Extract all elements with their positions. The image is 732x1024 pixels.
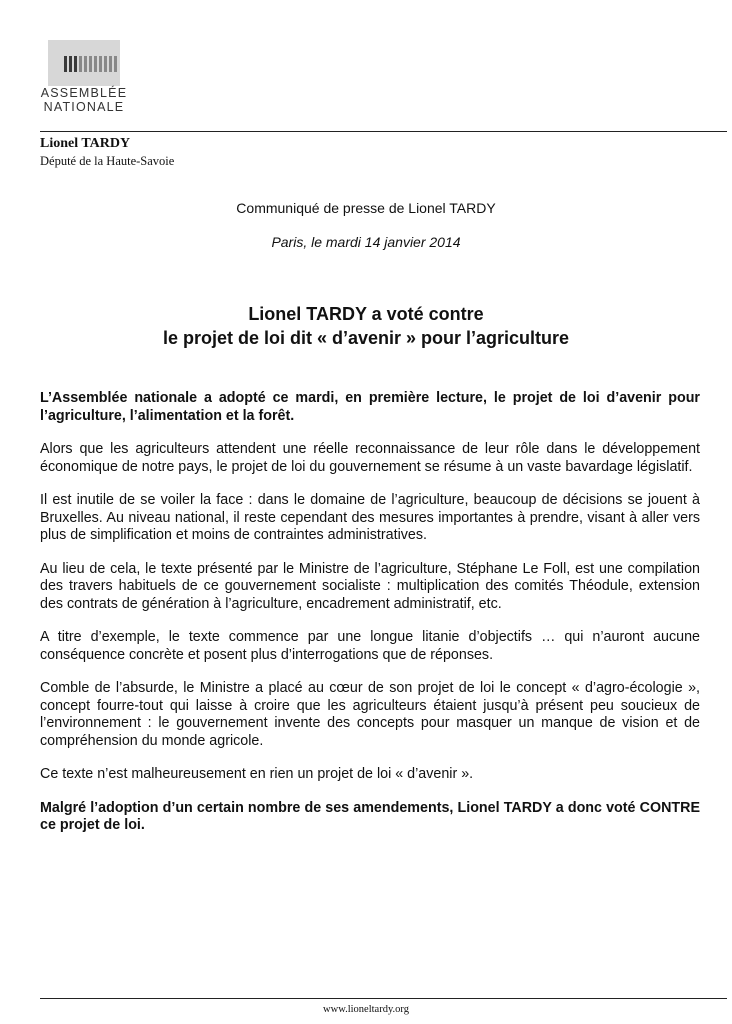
article-body	[40, 390, 700, 851]
author-block	[40, 135, 174, 169]
author-role: Député de la Haute-Savoie	[40, 154, 175, 168]
paragraph: Comble de l’absurde, le Ministre a placé au cœur de son projet de loi le concept « d’agro-écologie », concept fourre-tout qui laisse à croire que les agriculteurs étaient jusqu’à présent peu soucieux de l’environnement : le gouvernement invente des concepts pour masquer un manque de vision et de compréhension du monde agricole.	[40, 680, 700, 749]
logo-text-line2: NATIONALE	[43, 100, 125, 114]
paragraph: Alors que les agriculteurs attendent une réelle reconnaissance de leur rôle dans le développement économique de notre pays, le projet de loi du gouvernement se résume à un vaste bavardage législatif.	[40, 441, 700, 475]
headline	[0, 302, 732, 350]
press-release-label: Communiqué de presse de Lionel TARDY	[236, 200, 496, 216]
footer-divider	[40, 998, 727, 999]
press-release-date: Paris, le mardi 14 janvier 2014	[271, 234, 461, 250]
footer-url: www.lioneltardy.org	[323, 1004, 409, 1015]
paragraph: Il est inutile de se voiler la face : dans le domaine de l’agriculture, beaucoup de décisions se jouent à Bruxelles. Au niveau national, il reste cependant des mesures importantes à prendre, visant à aller vers plus de simplification et moins de contraintes administratives.	[40, 492, 700, 543]
paragraph-intro: L’Assemblée nationale a adopté ce mardi, en première lecture, le projet de loi d’avenir pour l’agriculture, l’alimentation et la forêt.	[40, 390, 700, 424]
paragraph: A titre d’exemple, le texte commence par une longue litanie d’objectifs … qui n’auront aucune conséquence concrète et posent plus d’interrogations que de réponses.	[40, 629, 700, 663]
logo-text-line1: ASSEMBLÉE	[40, 86, 128, 100]
paragraph-conclusion: Malgré l’adoption d’un certain nombre de ses amendements, Lionel TARDY a donc voté CONTRE ce projet de loi.	[40, 799, 700, 833]
headline-line2: le projet de loi dit « d’avenir » pour l’agriculture	[162, 328, 570, 348]
author-name: Lionel TARDY	[40, 136, 131, 151]
header-divider	[40, 131, 727, 132]
paragraph: Ce texte n’est malheureusement en rien un projet de loi « d’avenir ».	[40, 766, 474, 782]
assemblee-nationale-logo	[40, 40, 128, 116]
headline-line1: Lionel TARDY a voté contre	[248, 304, 484, 324]
paragraph: Au lieu de cela, le texte présenté par le Ministre de l’agriculture, Stéphane Le Foll, est une compilation des travers habituels de ce gouvernement socialiste : multiplication des comités Théodule, extension des contrats de génération à l’agriculture, encadrement administratif, etc.	[40, 560, 700, 612]
hemicycle-icon	[48, 40, 120, 86]
